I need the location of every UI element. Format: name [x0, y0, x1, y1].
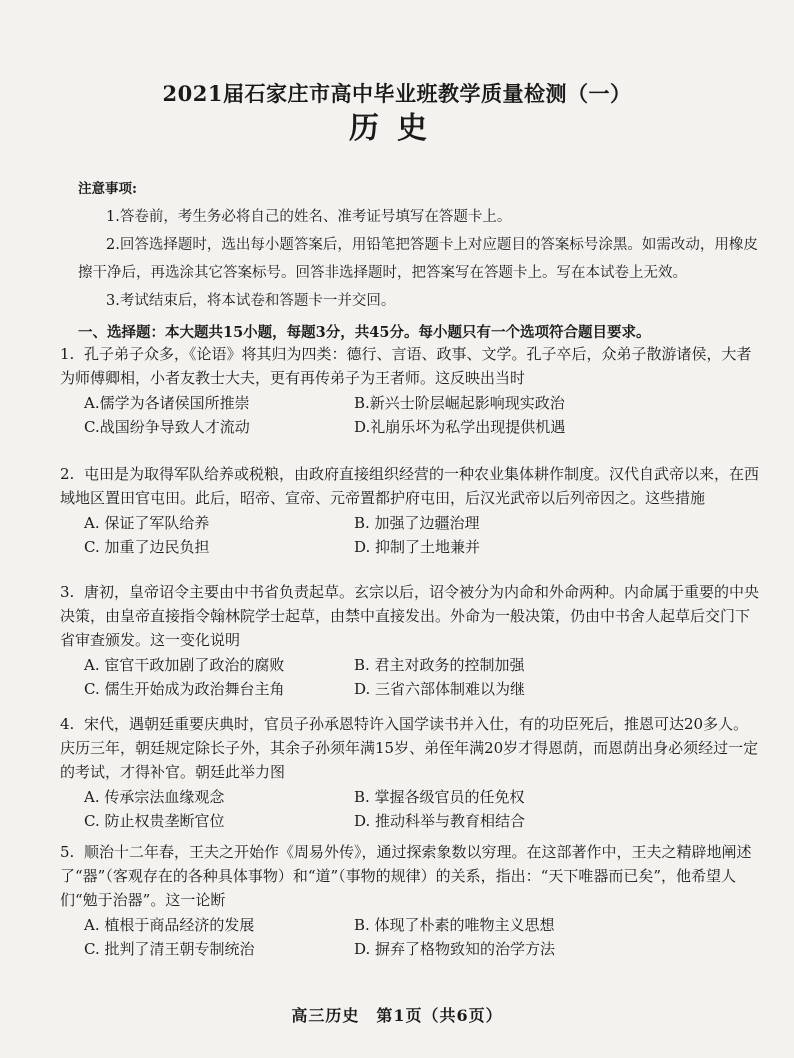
- option-b: B. 君主对政务的控制加强: [354, 656, 525, 674]
- option-a: A.儒学为各诸侯国所推崇: [84, 394, 250, 412]
- question-5: [60, 840, 760, 961]
- question-stem: [60, 580, 760, 652]
- subject-title: 历史: [349, 111, 445, 146]
- question-4: [60, 712, 760, 833]
- option-d: D.礼崩乐坏为私学出现提供机遇: [354, 418, 566, 436]
- question-stem: [60, 840, 760, 912]
- notice-item: 2.回答选择题时，选出每小题答案后，用铅笔把答题卡上对应题目的答案标号涂黑。如需改动，用橡皮擦干净后，再选涂其它答案标号。回答非选择题时，把答案写在答题卡上。写在本试卷上无效。: [78, 237, 758, 281]
- option-b: B. 掌握各级官员的任免权: [354, 788, 525, 806]
- question-text: 孔子弟子众多，《论语》将其归为四类：德行、言语、政事、文学。孔子卒后，众弟子散游诸侯，大者为师傅卿相，小者友教士大夫，更有再传弟子为王者师。这反映出当时: [60, 345, 752, 387]
- options: [60, 653, 760, 701]
- option-a: A. 传承宗法血缘观念: [84, 788, 225, 806]
- page-footer: 高三历史 第1页（共6页）: [291, 1006, 503, 1025]
- question-3: [60, 580, 760, 701]
- question-text: 唐初，皇帝诏令主要由中书省负责起草。玄宗以后，诏令被分为内命和外命两种。内命属于重要的中央决策，由皇帝直接指令翰林院学士起草，由禁中直接发出。外命为一般决策，仍由中书舍人起草后交门下省审查颁发。这一变化说明: [60, 583, 760, 649]
- question-number: 1.: [60, 345, 75, 363]
- option-b: B.新兴士阶层崛起影响现实政治: [354, 394, 565, 412]
- option-c: C. 批判了清王朝专制统治: [84, 940, 255, 958]
- question-stem: [60, 342, 760, 390]
- option-c: C. 儒生开始成为政治舞台主角: [84, 680, 285, 698]
- option-d: D. 抑制了土地兼并: [354, 538, 481, 556]
- options: [60, 391, 760, 439]
- option-d: D. 三省六部体制难以为继: [354, 680, 526, 698]
- question-text: 顺治十二年春，王夫之开始作《周易外传》，通过探索象数以穷理。在这部著作中，王夫之精辟地阐述了“器”（客观存在的各种具体事物）和“道”（事物的规律）的关系，指出：“天下唯器而已矣”，他希望人们“勉于治器”。这一论断: [60, 843, 752, 909]
- question-text: 屯田是为取得军队给养或税粮，由政府直接组织经营的一种农业集体耕作制度。汉代自武帝以来，在西域地区置田官屯田。此后，昭帝、宣帝、元帝置都护府屯田，后汉光武帝以后列帝因之。这些措施: [60, 465, 760, 507]
- option-a: A. 植根于商品经济的发展: [84, 916, 255, 934]
- option-d: D. 摒弃了格物致知的治学方法: [354, 940, 556, 958]
- question-stem: [60, 712, 760, 784]
- notice-heading: 注意事项:: [78, 181, 137, 197]
- notice-block: [78, 175, 758, 315]
- question-1: [60, 342, 760, 439]
- option-c: C.战国纷争导致人才流动: [84, 418, 250, 436]
- option-a: A. 宦官干政加剧了政治的腐败: [84, 656, 285, 674]
- option-a: A. 保证了军队给养: [84, 514, 210, 532]
- section-heading: 一、选择题：本大题共15小题，每题3分，共45分。每小题只有一个选项符合题目要求。: [78, 324, 651, 341]
- question-number: 3.: [60, 583, 75, 601]
- notice-item: 3.考试结束后，将本试卷和答题卡一并交回。: [106, 293, 396, 309]
- option-b: B. 加强了边疆治理: [354, 514, 480, 532]
- question-stem: [60, 462, 760, 510]
- options: [60, 913, 760, 961]
- question-number: 4.: [60, 715, 75, 733]
- notice-item: 1.答卷前，考生务必将自己的姓名、准考证号填写在答题卡上。: [106, 209, 512, 225]
- option-d: D. 推动科举与教育相结合: [354, 812, 526, 830]
- options: [60, 785, 760, 833]
- option-c: C. 防止权贵垄断官位: [84, 812, 225, 830]
- exam-title: 2021届石家庄市高中毕业班教学质量检测（一）: [162, 81, 632, 106]
- option-c: C. 加重了边民负担: [84, 538, 210, 556]
- options: [60, 511, 760, 559]
- question-2: [60, 462, 760, 559]
- question-text: 宋代，遇朝廷重要庆典时，官员子孙承恩特许入国学读书并入仕，有的功臣死后，推恩可达20多人。庆历三年，朝廷规定除长子外，其余子孙须年满15岁、弟侄年满20岁才得恩荫，而恩荫出身必须经过一定的考试，才得补官。朝廷此举力图: [60, 715, 759, 781]
- question-number: 2.: [60, 465, 75, 483]
- question-number: 5.: [60, 843, 75, 861]
- option-b: B. 体现了朴素的唯物主义思想: [354, 916, 555, 934]
